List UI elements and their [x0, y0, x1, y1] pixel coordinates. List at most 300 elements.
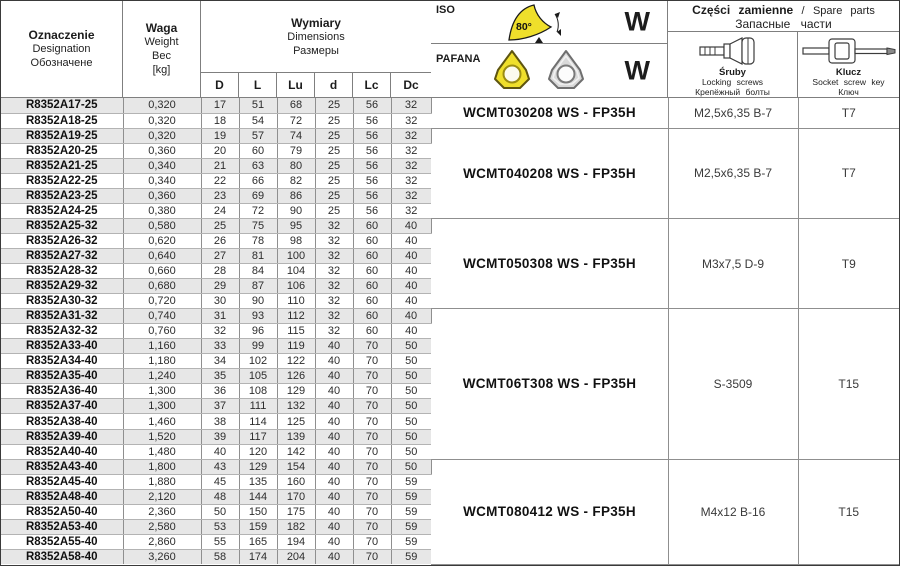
screw-spec-cell: M4x12 B-16 — [668, 459, 798, 564]
dim-d-small-cell: 40 — [315, 534, 353, 549]
dim-dc-cell: 50 — [391, 369, 431, 384]
dim-lc-cell: 70 — [353, 429, 391, 444]
designation-cell: R8352A39-40 — [1, 429, 123, 444]
designation-cell: R8352A53-40 — [1, 519, 123, 534]
designation-cell: R8352A43-40 — [1, 459, 123, 474]
spare-parts-title — [668, 1, 899, 32]
weight-cell: 1,300 — [123, 384, 201, 399]
dim-l-cell: 108 — [239, 384, 277, 399]
iso-shape-letter: W — [624, 6, 651, 37]
dim-d-cell: 31 — [201, 309, 239, 324]
dim-l-cell: 165 — [239, 534, 277, 549]
weight-cell: 0,320 — [123, 128, 201, 143]
designation-cell: R8352A31-32 — [1, 309, 123, 324]
dim-l-cell: 159 — [239, 519, 277, 534]
dim-dc-cell: 59 — [391, 549, 431, 564]
dimension-subheaders — [201, 72, 431, 97]
key-spec-cell: T9 — [798, 218, 899, 308]
dim-dc-cell: 50 — [391, 414, 431, 429]
key-spec-cell: T15 — [798, 309, 899, 459]
locking-screws-header — [668, 32, 798, 97]
dim-lu-cell: 182 — [277, 519, 315, 534]
trigon-80-icon — [499, 2, 577, 49]
dim-lu-cell: 100 — [277, 248, 315, 263]
dim-d-small-cell: 40 — [315, 429, 353, 444]
dim-d-small-cell: 40 — [315, 519, 353, 534]
dim-lu-cell: 115 — [277, 324, 315, 339]
key-spec-cell: T7 — [798, 128, 899, 218]
spare-title-sep: / — [801, 5, 805, 17]
weight-cell: 0,380 — [123, 203, 201, 218]
dim-l-cell: 114 — [239, 414, 277, 429]
dim-d-small-cell: 40 — [315, 399, 353, 414]
dim-d-small-cell: 40 — [315, 489, 353, 504]
dim-d-cell: 34 — [201, 354, 239, 369]
dimensions-label-pl: Wymiary — [291, 15, 341, 30]
dim-d-cell: 20 — [201, 143, 239, 158]
dim-lc-cell: 70 — [353, 474, 391, 489]
dim-d-small-cell: 32 — [315, 248, 353, 263]
catalog-table — [1, 98, 899, 565]
dim-l-cell: 111 — [239, 399, 277, 414]
table-row — [1, 459, 899, 474]
dim-d-small-cell: 40 — [315, 444, 353, 459]
socket-key-header — [798, 32, 899, 97]
dimensions-label-ru: Размеры — [293, 44, 339, 57]
dim-d-small-cell: 25 — [315, 158, 353, 173]
dim-l-cell: 54 — [239, 113, 277, 128]
dim-l-cell: 99 — [239, 339, 277, 354]
dim-lu-cell: 126 — [277, 369, 315, 384]
screws-label-pl: Śruby — [719, 67, 746, 78]
dim-d-small-cell: 25 — [315, 128, 353, 143]
dim-d-cell: 26 — [201, 233, 239, 248]
weight-cell: 0,360 — [123, 188, 201, 203]
dim-l-cell: 75 — [239, 218, 277, 233]
dim-header-Dc: Dc — [403, 78, 419, 92]
dim-d-cell: 17 — [201, 98, 239, 113]
dim-d-small-cell: 25 — [315, 113, 353, 128]
dim-d-small-cell: 32 — [315, 279, 353, 294]
svg-text:80°: 80° — [516, 21, 532, 33]
dim-lc-cell: 70 — [353, 504, 391, 519]
dim-l-cell: 93 — [239, 309, 277, 324]
designation-cell: R8352A25-32 — [1, 218, 123, 233]
dim-header-D: D — [201, 73, 239, 97]
insert-standard-header — [431, 1, 668, 97]
dim-lc-cell: 56 — [353, 158, 391, 173]
dim-d-cell: 27 — [201, 248, 239, 263]
dim-d-cell: 58 — [201, 549, 239, 564]
weight-label-pl: Waga — [145, 21, 178, 35]
designation-cell: R8352A18-25 — [1, 113, 123, 128]
screw-spec-cell: S-3509 — [668, 309, 798, 459]
dim-l-cell: 60 — [239, 143, 277, 158]
dim-d-cell: 22 — [201, 173, 239, 188]
dim-lc-cell: 70 — [353, 369, 391, 384]
dim-lc-cell: 70 — [353, 489, 391, 504]
dim-lc-cell: 56 — [353, 128, 391, 143]
iso-label: ISO — [436, 4, 455, 16]
dim-lu-cell: 104 — [277, 264, 315, 279]
designation-cell: R8352A20-25 — [1, 143, 123, 158]
insert-designation-cell: WCMT06T308 WS - FP35H — [431, 309, 668, 459]
dim-d-cell: 36 — [201, 384, 239, 399]
dim-lc-cell: 70 — [353, 339, 391, 354]
weight-cell: 1,880 — [123, 474, 201, 489]
dim-dc-cell: 40 — [391, 309, 431, 324]
dim-lu-cell: 86 — [277, 188, 315, 203]
dim-dc-cell: 40 — [391, 279, 431, 294]
designation-cell: R8352A36-40 — [1, 384, 123, 399]
insert-designation-cell: WCMT050308 WS - FP35H — [431, 218, 668, 308]
weight-cell: 1,160 — [123, 339, 201, 354]
dim-d-cell: 55 — [201, 534, 239, 549]
dim-d-cell: 30 — [201, 294, 239, 309]
weight-cell: 0,660 — [123, 264, 201, 279]
dim-d-small-cell: 40 — [315, 384, 353, 399]
iso-row — [431, 1, 667, 44]
dim-l-cell: 144 — [239, 489, 277, 504]
dim-l-cell: 69 — [239, 188, 277, 203]
dim-header-Lu: Lu — [277, 73, 315, 97]
designation-cell: R8352A30-32 — [1, 294, 123, 309]
dim-dc-cell: 32 — [391, 98, 431, 113]
insert-designation-cell: WCMT030208 WS - FP35H — [431, 98, 668, 128]
dim-l-cell: 63 — [239, 158, 277, 173]
designation-cell: R8352A29-32 — [1, 279, 123, 294]
designation-cell: R8352A35-40 — [1, 369, 123, 384]
dim-l-cell: 105 — [239, 369, 277, 384]
weight-cell: 1,520 — [123, 429, 201, 444]
dim-l-cell: 129 — [239, 459, 277, 474]
dim-l-cell: 72 — [239, 203, 277, 218]
dim-dc-cell: 50 — [391, 429, 431, 444]
insert-designation-cell: WCMT040208 WS - FP35H — [431, 128, 668, 218]
dim-dc-cell: 40 — [391, 264, 431, 279]
dim-dc-cell: 32 — [391, 113, 431, 128]
designation-cell: R8352A37-40 — [1, 399, 123, 414]
spare-title-pl: Części zamienne — [692, 3, 794, 17]
weight-unit: [kg] — [152, 64, 171, 76]
weight-cell: 2,360 — [123, 504, 201, 519]
dim-l-cell: 51 — [239, 98, 277, 113]
dim-d-small-cell: 32 — [315, 294, 353, 309]
screw-spec-cell: M2,5x6,35 B-7 — [668, 98, 798, 128]
dim-dc-cell: 59 — [391, 534, 431, 549]
dim-dc-cell: 50 — [391, 399, 431, 414]
weight-cell: 0,760 — [123, 324, 201, 339]
dim-lc-cell: 56 — [353, 188, 391, 203]
weight-cell: 0,680 — [123, 279, 201, 294]
dim-lu-cell: 160 — [277, 474, 315, 489]
dim-l-cell: 96 — [239, 324, 277, 339]
dim-d-cell: 21 — [201, 158, 239, 173]
dim-lu-cell: 122 — [277, 354, 315, 369]
dim-d-small-cell: 40 — [315, 339, 353, 354]
designation-cell: R8352A19-25 — [1, 128, 123, 143]
dim-d-small-cell: 40 — [315, 459, 353, 474]
dim-l-cell: 117 — [239, 429, 277, 444]
dim-lu-cell: 112 — [277, 309, 315, 324]
dim-l-cell: 81 — [239, 248, 277, 263]
dim-lu-cell: 90 — [277, 203, 315, 218]
dim-lu-cell: 79 — [277, 143, 315, 158]
insert-coated-icon — [489, 47, 535, 95]
dim-lc-cell: 70 — [353, 549, 391, 564]
insert-images — [489, 47, 589, 95]
dim-dc-cell: 32 — [391, 173, 431, 188]
key-label-en: Socket screw key — [812, 77, 885, 87]
dim-d-small-cell: 40 — [315, 549, 353, 564]
dim-lu-cell: 125 — [277, 414, 315, 429]
weight-cell: 0,640 — [123, 248, 201, 263]
table-row — [1, 309, 899, 324]
weight-cell: 0,340 — [123, 173, 201, 188]
insert-designation-cell: WCMT080412 WS - FP35H — [431, 459, 668, 564]
dim-d-cell: 19 — [201, 128, 239, 143]
weight-cell: 0,320 — [123, 98, 201, 113]
dim-lc-cell: 70 — [353, 519, 391, 534]
weight-cell: 0,740 — [123, 309, 201, 324]
weight-cell: 0,340 — [123, 158, 201, 173]
dim-dc-cell: 50 — [391, 459, 431, 474]
weight-cell: 1,240 — [123, 369, 201, 384]
dim-d-small-cell: 40 — [315, 354, 353, 369]
dim-lu-cell: 95 — [277, 218, 315, 233]
spare-parts-header — [668, 1, 899, 97]
dim-lu-cell: 98 — [277, 233, 315, 248]
dim-d-cell: 38 — [201, 414, 239, 429]
designation-cell: R8352A23-25 — [1, 188, 123, 203]
designation-column-header — [1, 1, 123, 97]
dim-dc-cell: 50 — [391, 384, 431, 399]
screws-label-ru: Крепёжный болты — [695, 86, 770, 97]
dim-l-cell: 87 — [239, 279, 277, 294]
dim-dc-cell: 32 — [391, 158, 431, 173]
dim-d-cell: 43 — [201, 459, 239, 474]
dim-d-cell: 45 — [201, 474, 239, 489]
table-row — [1, 128, 899, 143]
dim-lu-cell: 132 — [277, 399, 315, 414]
dim-d-small-cell: 40 — [315, 369, 353, 384]
designation-cell: R8352A32-32 — [1, 324, 123, 339]
dim-d-small-cell: 25 — [315, 143, 353, 158]
dim-lc-cell: 70 — [353, 384, 391, 399]
weight-cell: 1,460 — [123, 414, 201, 429]
designation-cell: R8352A27-32 — [1, 248, 123, 263]
designation-cell: R8352A48-40 — [1, 489, 123, 504]
dim-lu-cell: 80 — [277, 158, 315, 173]
locking-screw-icon — [696, 35, 770, 67]
dim-lc-cell: 60 — [353, 233, 391, 248]
table-row — [1, 98, 899, 113]
dim-lc-cell: 70 — [353, 354, 391, 369]
dim-header-L: L — [239, 73, 277, 97]
dim-d-cell: 37 — [201, 399, 239, 414]
dim-lc-cell: 60 — [353, 324, 391, 339]
dim-lc-cell: 56 — [353, 203, 391, 218]
weight-cell: 1,180 — [123, 354, 201, 369]
spare-title-ru: Запасные части — [735, 17, 832, 31]
key-label-pl: Klucz — [835, 67, 862, 78]
dim-lc-cell: 60 — [353, 264, 391, 279]
dim-dc-cell: 59 — [391, 474, 431, 489]
designation-cell: R8352A58-40 — [1, 549, 123, 564]
dim-lc-cell: 70 — [353, 444, 391, 459]
dimensions-column-header — [201, 1, 431, 72]
dim-lc-cell: 70 — [353, 414, 391, 429]
designation-cell: R8352A38-40 — [1, 414, 123, 429]
screw-spec-cell: M2,5x6,35 B-7 — [668, 128, 798, 218]
dim-d-cell: 23 — [201, 188, 239, 203]
dimensions-label-en: Dimensions — [287, 30, 345, 43]
dim-lu-cell: 175 — [277, 504, 315, 519]
weight-cell: 2,860 — [123, 534, 201, 549]
dim-l-cell: 102 — [239, 354, 277, 369]
dim-d-small-cell: 25 — [315, 188, 353, 203]
weight-cell: 0,320 — [123, 113, 201, 128]
pafana-label: PAFANA — [436, 53, 481, 65]
dim-lu-cell: 68 — [277, 98, 315, 113]
dim-d-small-cell: 32 — [315, 218, 353, 233]
designation-cell: R8352A21-25 — [1, 158, 123, 173]
dim-d-small-cell: 40 — [315, 474, 353, 489]
dim-dc-cell: 32 — [391, 143, 431, 158]
weight-cell: 2,120 — [123, 489, 201, 504]
pafana-shape-letter: W — [624, 55, 651, 86]
dim-l-cell: 174 — [239, 549, 277, 564]
key-spec-cell: T7 — [798, 98, 899, 128]
dim-l-cell: 150 — [239, 504, 277, 519]
dim-l-cell: 78 — [239, 233, 277, 248]
dim-lc-cell: 56 — [353, 113, 391, 128]
dim-d-small-cell: 25 — [315, 98, 353, 113]
dim-lc-cell: 60 — [353, 218, 391, 233]
dim-d-cell: 40 — [201, 444, 239, 459]
dim-lu-cell: 170 — [277, 489, 315, 504]
weight-label-en: Weight — [144, 36, 179, 48]
dim-d-small-cell: 40 — [315, 504, 353, 519]
dim-d-small-cell: 32 — [315, 324, 353, 339]
dim-d-cell: 18 — [201, 113, 239, 128]
dim-lu-cell: 139 — [277, 429, 315, 444]
dim-dc-cell: 40 — [391, 294, 431, 309]
dim-lu-cell: 72 — [277, 113, 315, 128]
weight-cell: 1,480 — [123, 444, 201, 459]
dim-lu-cell: 82 — [277, 173, 315, 188]
screw-spec-cell: M3x7,5 D-9 — [668, 218, 798, 308]
designation-cell: R8352A22-25 — [1, 173, 123, 188]
insert-uncoated-icon — [543, 47, 589, 95]
dim-l-cell: 57 — [239, 128, 277, 143]
dim-dc-cell: 40 — [391, 324, 431, 339]
dim-d-small-cell: 40 — [315, 414, 353, 429]
weight-cell: 3,260 — [123, 549, 201, 564]
dim-d-cell: 48 — [201, 489, 239, 504]
dim-lc-cell: 70 — [353, 399, 391, 414]
dim-dc-cell: 40 — [391, 218, 431, 233]
dim-l-cell: 135 — [239, 474, 277, 489]
weight-label-ru: Вес — [152, 50, 171, 62]
dim-lu-cell: 129 — [277, 384, 315, 399]
dim-lu-cell: 154 — [277, 459, 315, 474]
dim-dc-cell: 59 — [391, 519, 431, 534]
dim-d-cell: 29 — [201, 279, 239, 294]
dim-d-cell: 33 — [201, 339, 239, 354]
dim-dc-cell: 40 — [391, 233, 431, 248]
dim-lc-cell: 70 — [353, 459, 391, 474]
dim-lu-cell: 106 — [277, 279, 315, 294]
dim-lu-cell: 194 — [277, 534, 315, 549]
dim-lu-cell: 142 — [277, 444, 315, 459]
dim-header-d: d — [315, 73, 353, 97]
spare-title-en: Spare parts — [812, 5, 875, 17]
designation-label-ru: Обозначене — [30, 57, 93, 69]
weight-cell: 2,580 — [123, 519, 201, 534]
dim-d-small-cell: 25 — [315, 173, 353, 188]
weight-cell: 0,360 — [123, 143, 201, 158]
designation-cell: R8352A50-40 — [1, 504, 123, 519]
dim-d-small-cell: 32 — [315, 233, 353, 248]
dim-lu-cell: 110 — [277, 294, 315, 309]
dim-lu-cell: 119 — [277, 339, 315, 354]
dim-lc-cell: 60 — [353, 248, 391, 263]
weight-cell: 0,720 — [123, 294, 201, 309]
dim-l-cell: 90 — [239, 294, 277, 309]
dim-d-cell: 35 — [201, 369, 239, 384]
dim-lu-cell: 74 — [277, 128, 315, 143]
dim-dc-cell: 50 — [391, 444, 431, 459]
dim-l-cell: 120 — [239, 444, 277, 459]
dim-dc-cell: 50 — [391, 339, 431, 354]
key-spec-cell: T15 — [798, 459, 899, 564]
designation-label-en: Designation — [32, 43, 91, 55]
socket-key-icon — [801, 35, 897, 67]
dim-lc-cell: 60 — [353, 279, 391, 294]
dim-dc-cell: 32 — [391, 128, 431, 143]
dim-d-cell: 25 — [201, 218, 239, 233]
dim-lc-cell: 56 — [353, 143, 391, 158]
screws-label-en: Locking screws — [701, 77, 764, 87]
dim-l-cell: 84 — [239, 264, 277, 279]
designation-cell: R8352A24-25 — [1, 203, 123, 218]
dim-lc-cell: 56 — [353, 98, 391, 113]
catalog-table-grid — [1, 98, 899, 565]
dim-dc-cell: 59 — [391, 489, 431, 504]
weight-column-header — [123, 1, 201, 97]
dim-d-cell: 28 — [201, 264, 239, 279]
weight-cell: 0,620 — [123, 233, 201, 248]
catalog-table-body — [1, 98, 899, 564]
designation-cell: R8352A17-25 — [1, 98, 123, 113]
table-header — [1, 1, 899, 98]
designation-cell: R8352A34-40 — [1, 354, 123, 369]
dim-d-cell: 50 — [201, 504, 239, 519]
dim-dc-cell: 32 — [391, 188, 431, 203]
designation-label-pl: Oznaczenie — [28, 28, 95, 42]
dim-header-Lc: Lc — [353, 73, 391, 97]
designation-cell: R8352A55-40 — [1, 534, 123, 549]
dim-dc-cell: 40 — [391, 248, 431, 263]
key-label-ru: Ключ — [838, 86, 859, 97]
dim-lu-cell: 204 — [277, 549, 315, 564]
dim-d-cell: 32 — [201, 324, 239, 339]
weight-cell: 0,580 — [123, 218, 201, 233]
designation-cell: R8352A45-40 — [1, 474, 123, 489]
dim-d-small-cell: 25 — [315, 203, 353, 218]
dim-dc-cell: 50 — [391, 354, 431, 369]
